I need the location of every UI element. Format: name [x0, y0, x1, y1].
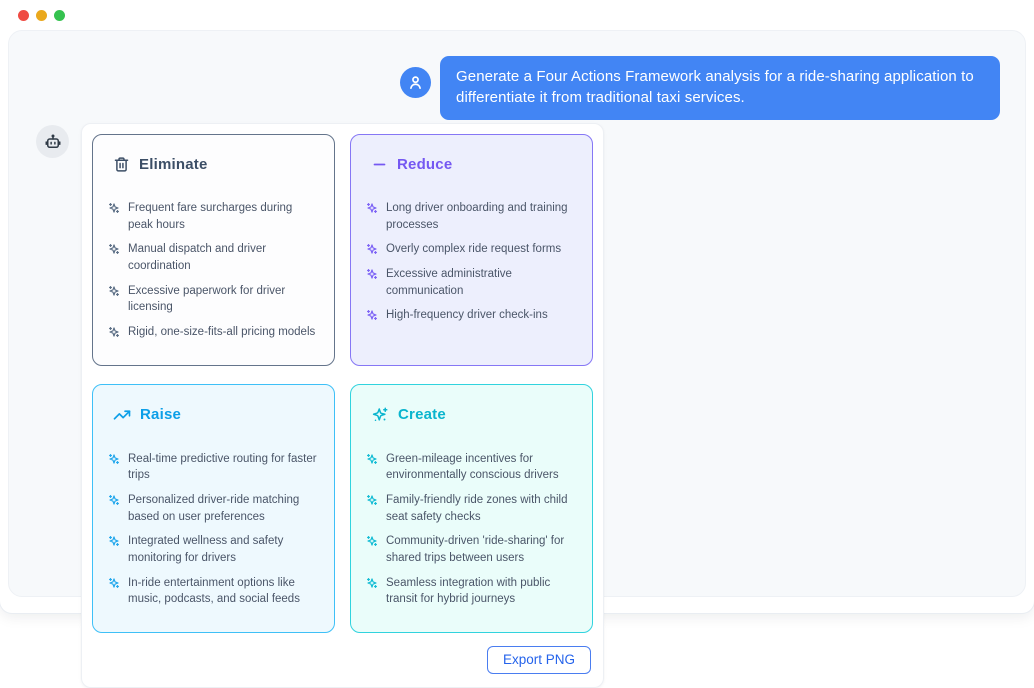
sparkles-icon: [366, 494, 378, 506]
list-item: [108, 533, 320, 566]
sparkles-icon: [108, 326, 120, 338]
sparkles-icon: [108, 243, 120, 255]
create-item-list: [366, 451, 578, 608]
minimize-window-button[interactable]: [36, 10, 47, 21]
user-message-row: [9, 56, 1000, 120]
list-item: [366, 533, 578, 566]
assistant-avatar: [36, 125, 69, 158]
list-item-text: Community-driven 'ride-sharing' for shared trips between users: [386, 535, 565, 565]
sparkles-icon: [366, 268, 378, 280]
list-item: [108, 283, 320, 316]
zoom-window-button[interactable]: [54, 10, 65, 21]
minus-icon: [371, 156, 388, 173]
sparkles-icon: [366, 577, 378, 589]
reduce-card: [350, 134, 593, 366]
list-item: [366, 575, 578, 608]
list-item: [108, 241, 320, 274]
list-item: [366, 451, 578, 484]
list-item-text: Manual dispatch and driver coordination: [128, 243, 267, 273]
sparkles-icon: [366, 453, 378, 465]
create-card-header: [371, 406, 578, 424]
list-item-text: In-ride entertainment options like music, podcasts, and social feeds: [128, 576, 300, 606]
list-item-text: Excessive paperwork for driver licensing: [128, 284, 286, 314]
reduce-item-list: [366, 200, 578, 324]
list-item-text: Excessive administrative communication: [386, 268, 512, 297]
list-item: [108, 575, 320, 608]
user-avatar: [400, 67, 431, 98]
sparkles-icon: [108, 535, 120, 547]
user-icon: [407, 74, 424, 91]
list-item: [366, 241, 578, 258]
raise-card: [92, 384, 335, 633]
list-item: [366, 492, 578, 525]
list-item-text: Rigid, one-size-fits-all pricing models: [128, 326, 316, 339]
list-item: [108, 492, 320, 525]
eliminate-card-title: Eliminate: [139, 156, 208, 173]
sparkles-icon: [366, 243, 378, 255]
create-card-title: Create: [398, 406, 446, 424]
list-item: [108, 200, 320, 233]
export-row: [92, 646, 591, 674]
list-item-text: Seamless integration with public transit for hybrid journeys: [386, 576, 551, 606]
list-item: [366, 266, 578, 299]
window-titlebar: [0, 0, 1034, 30]
sparkles-icon: [108, 453, 120, 465]
list-item: [108, 324, 320, 341]
list-item-text: Real-time predictive routing for faster trips: [128, 452, 317, 482]
reduce-card-header: [371, 156, 578, 173]
sparkles-icon: [371, 406, 389, 424]
four-actions-framework-card: [81, 123, 604, 688]
window-controls: [18, 10, 65, 21]
list-item-text: Family-friendly ride zones with child seat safety checks: [386, 494, 568, 523]
raise-card-header: [113, 406, 320, 424]
list-item: [108, 451, 320, 484]
list-item-text: High-frequency driver check-ins: [386, 309, 548, 322]
close-window-button[interactable]: [18, 10, 29, 21]
bot-icon: [44, 133, 62, 151]
raise-card-title: Raise: [140, 406, 182, 424]
trending-up-icon: [113, 406, 131, 424]
user-message-bubble: Generate a Four Actions Framework analysis for a ride-sharing application to differentiate it from traditional taxi services.: [440, 56, 1000, 120]
list-item: [366, 307, 578, 324]
sparkles-icon: [108, 202, 120, 214]
raise-item-list: [108, 451, 320, 608]
eliminate-card: [92, 134, 335, 366]
trash-icon: [113, 156, 130, 173]
list-item-text: Overly complex ride request forms: [386, 243, 562, 256]
list-item-text: Frequent fare surcharges during peak hours: [128, 202, 293, 231]
list-item-text: Green-mileage incentives for environmentally conscious drivers: [386, 452, 559, 482]
sparkles-icon: [366, 309, 378, 321]
list-item-text: Integrated wellness and safety monitoring for drivers: [128, 535, 284, 565]
export-png-button[interactable]: Export PNG: [487, 646, 591, 674]
list-item-text: Long driver onboarding and training processes: [386, 202, 568, 231]
eliminate-card-header: [113, 156, 320, 173]
list-item-text: Personalized driver-ride matching based on user preferences: [128, 494, 300, 523]
sparkles-icon: [108, 577, 120, 589]
sparkles-icon: [366, 535, 378, 547]
quadrant-grid: [92, 134, 591, 633]
reduce-card-title: Reduce: [397, 156, 453, 173]
create-card: [350, 384, 593, 633]
list-item: [366, 200, 578, 233]
sparkles-icon: [108, 494, 120, 506]
sparkles-icon: [108, 285, 120, 297]
chat-content-area: [8, 30, 1026, 668]
eliminate-item-list: [108, 200, 320, 341]
sparkles-icon: [366, 202, 378, 214]
